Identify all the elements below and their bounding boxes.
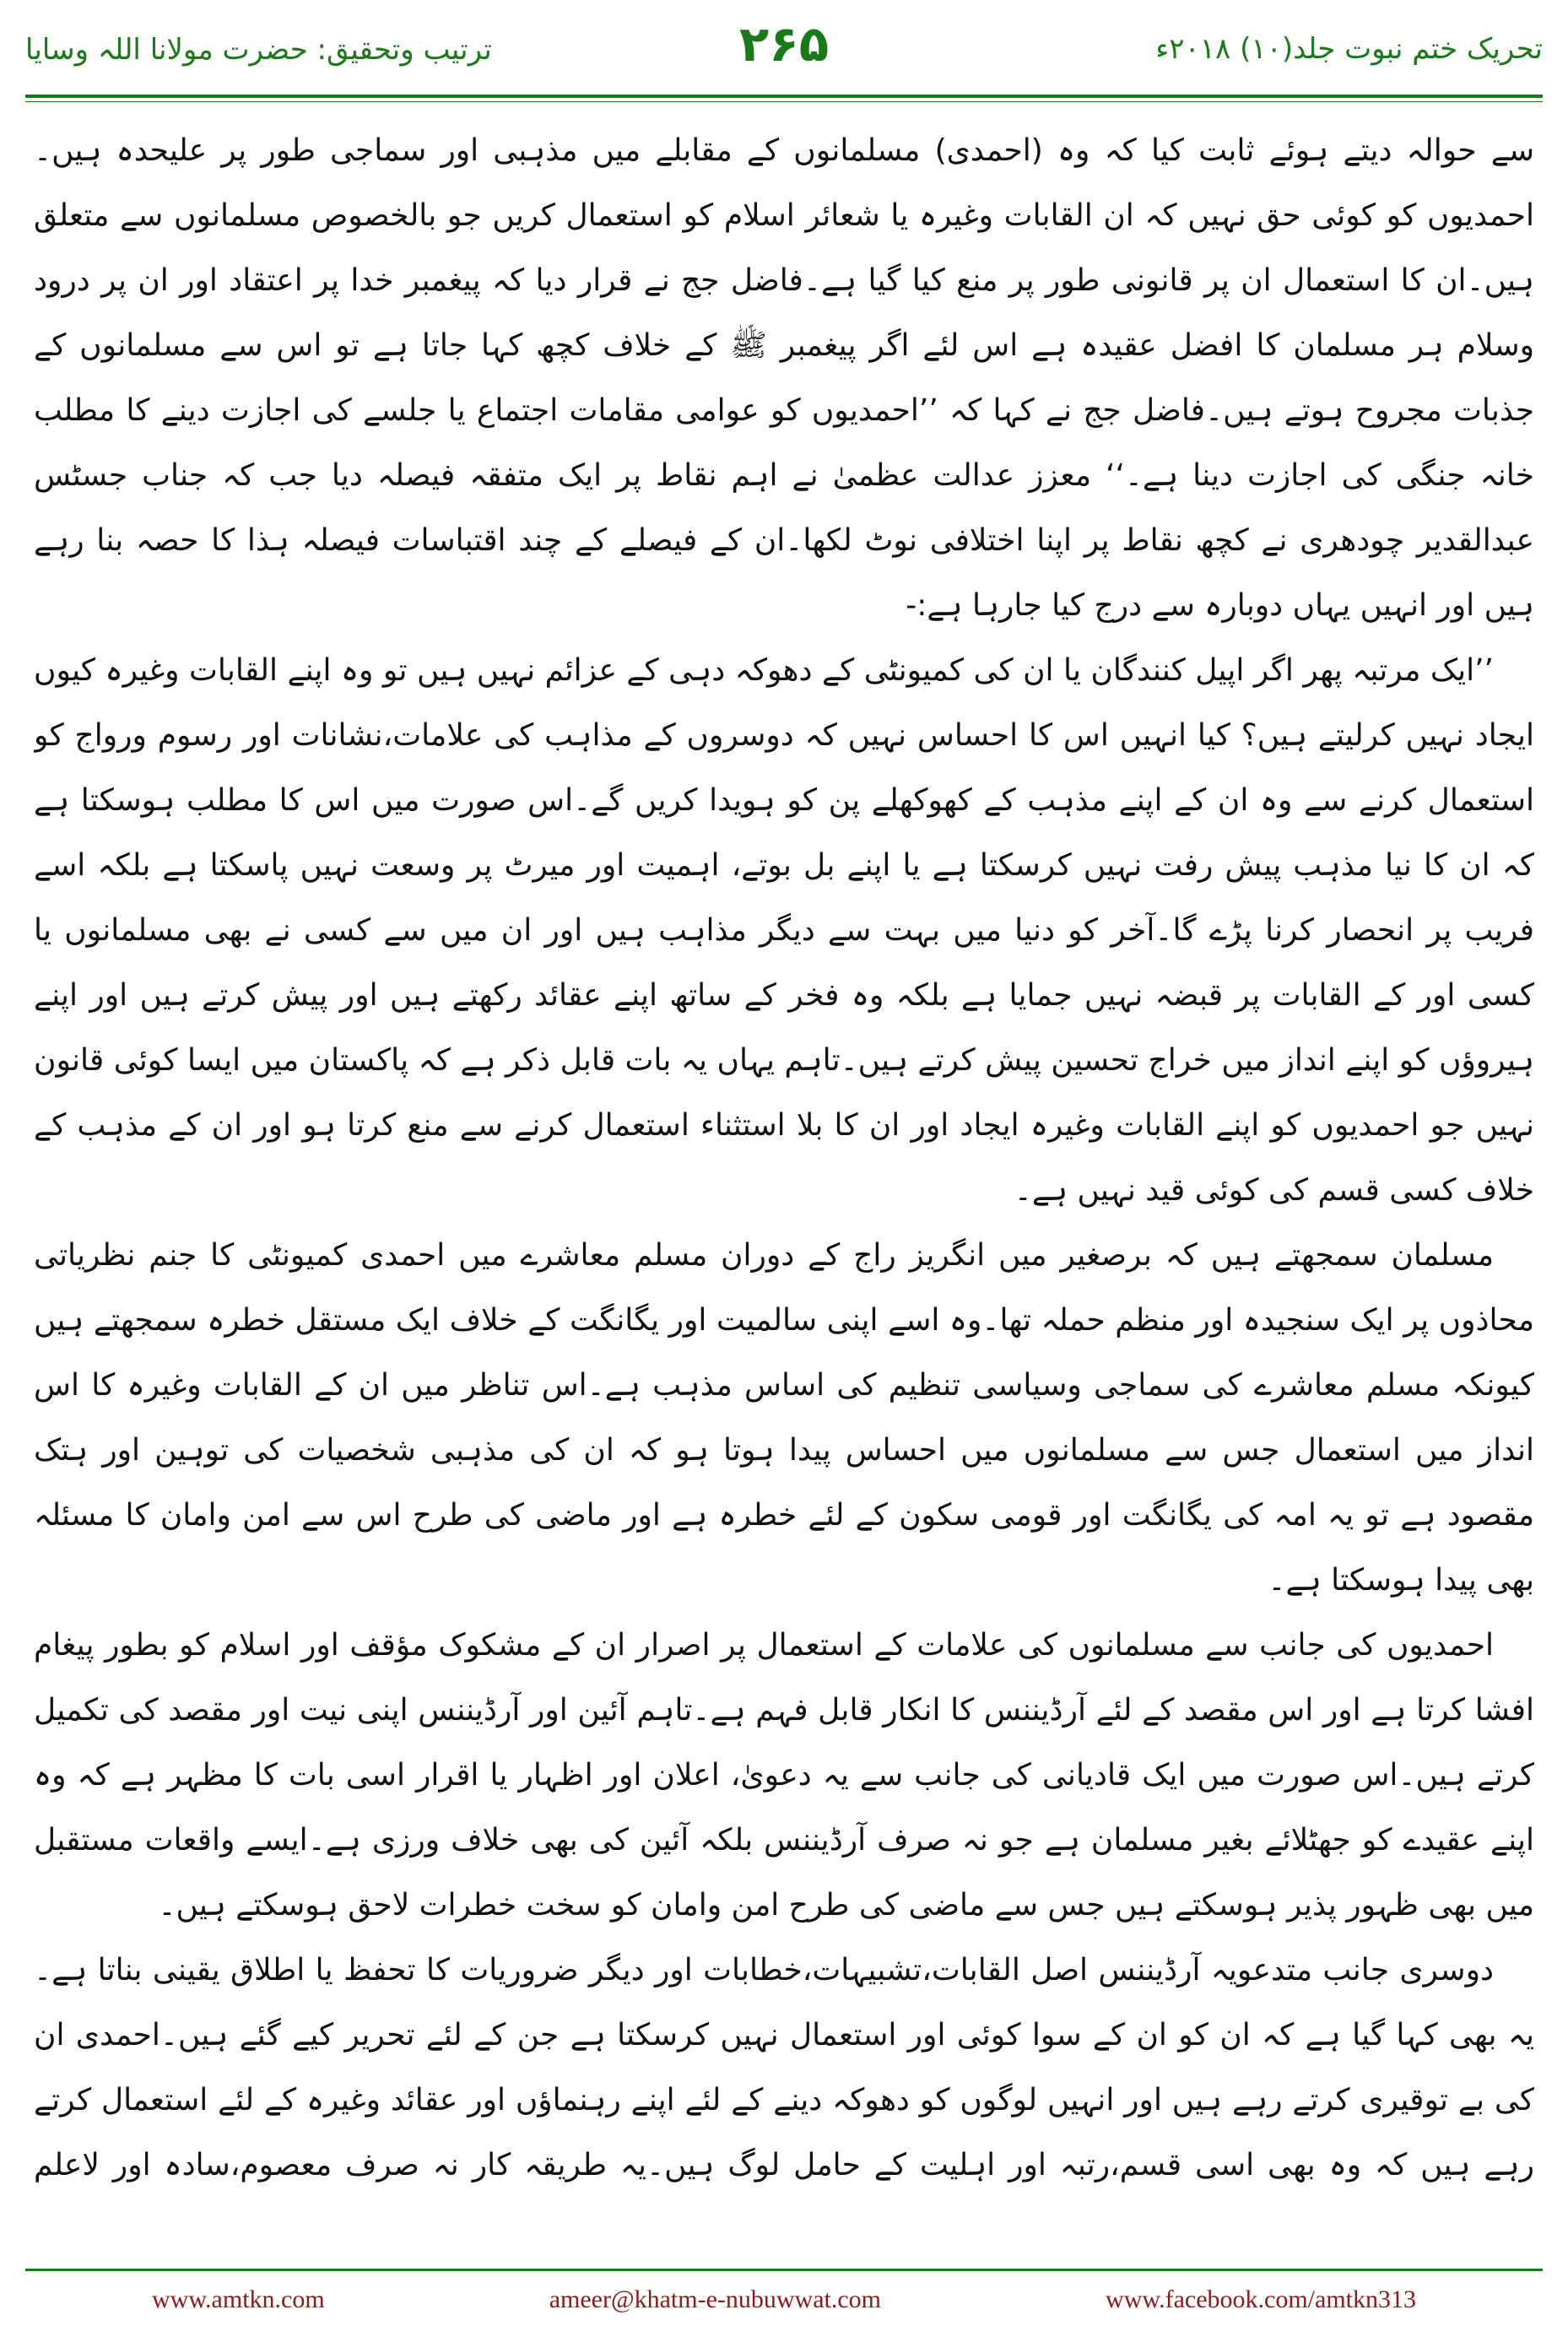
paragraph-4: احمدیوں کی جانب سے مسلمانوں کی علامات کے استعمال پر اصرار ان کے مشکوک مؤقف اور اسلام کو بطور پیغام افشا کرتا ہے اور اس مقصد کے لئے آرڈیننس کا انکار قابل فہم ہے۔تاہم آئین اور آرڈیننس اپنی نیت اور مقصد کی تکمیل کرتے ہیں۔اس صورت میں ایک قادیانی کی جانب سے یہ دعویٰ، اعلان اور اظہار یا اقرار اسی بات کا مظہر ہے کہ وہ اپنے عقیدے کو جھٹلائے بغیر مسلمان ہے جو نہ صرف آرڈیننس بلکہ آئین کی بھی خلاف ورزی ہے۔ایسے واقعات مستقبل میں بھی ظہور پذیر ہوسکتے ہیں جس سے ماضی کی طرح امن وامان کو سخت خطرات لاحق ہوسکتے ہیں۔	[34, 1628, 1534, 1923]
footer-website-link[interactable]: www.amtkn.com	[152, 2285, 325, 2313]
header-compiler: ترتیب وتحقیق: حضرت مولانا اللہ وسایا	[25, 32, 492, 67]
page-body	[34, 118, 1534, 2194]
paragraph-1: سے حوالہ دیتے ہوئے ثابت کیا کہ وہ (احمدی) مسلمانوں کے مقابلے میں مذہبی اور سماجی طور پر علیحدہ ہیں۔احمدیوں کو کوئی حق نہیں کہ ان القابات وغیرہ یا شعائر اسلام کو استعمال کریں جو بالخصوص مسلمانوں سے متعلق ہیں۔ان کا استعمال ان پر قانونی طور پر منع کیا گیا ہے۔فاضل جج نے قرار دیا کہ پیغمبر خدا پر اعتقاد اور ان پر درود وسلام ہر مسلمان کا افضل عقیدہ ہے اس لئے اگر پیغمبر ﷺ کے خلاف کچھ کہا جاتا ہے تو اس سے مسلمانوں کے جذبات مجروح ہوتے ہیں۔فاضل جج نے کہا کہ ’’احمدیوں کو عوامی مقامات اجتماع یا جلسے کی اجازت دینے کا مطلب خانہ جنگی کی اجازت دینا ہے۔‘‘ معزز عدالت عظمیٰ نے اہم نقاط پر ایک متفقہ فیصلہ دیا جب کہ جناب جسٹس عبدالقدیر چودھری نے کچھ نقاط پر اپنا اختلافی نوٹ لکھا۔ان کے فیصلے کے چند اقتباسات فیصلہ ہذا کا حصہ بنا رہے ہیں اور انہیں یہاں دوبارہ سے درج کیا جارہا ہے:-	[34, 133, 1534, 623]
page-number: ۲۶۵	[738, 15, 830, 73]
header-divider	[25, 95, 1543, 98]
header-divider-thin	[25, 101, 1543, 102]
header-book-title: تحریک ختم نبوت جلد(۱۰) ۲۰۱۸ء	[1155, 32, 1543, 66]
paragraph-quote: ’’ایک مرتبہ پھر اگر اپیل کنندگان یا ان کی کمیونٹی کے دھوکہ دہی کے عزائم نہیں ہیں تو وہ اپنے القابات وغیرہ کیوں ایجاد نہیں کرلیتے ہیں؟ کیا انہیں اس کا احساس نہیں کہ دوسروں کے مذاہب کی علامات،نشانات اور رسوم ورواج کو استعمال کرنے سے وہ ان کے اپنے مذہب کے کھوکھلے پن کو ہویدا کریں گے۔اس صورت میں اس کا مطلب ہوسکتا ہے کہ ان کا نیا مذہب پیش رفت نہیں کرسکتا ہے یا اپنے بل بوتے، اہمیت اور میرٹ پر وسعت نہیں پاسکتا ہے بلکہ اسے فریب پر انحصار کرنا پڑے گا۔آخر کو دنیا میں بہت سے دیگر مذاہب ہیں اور ان میں سے کسی نے بھی مسلمانوں یا کسی اور کے القابات پر قبضہ نہیں جمایا ہے بلکہ وہ فخر کے ساتھ اپنے عقائد رکھتے ہیں اور پیش کرتے ہیں اور اپنے ہیروؤں کو اپنے انداز میں خراج تحسین پیش کرتے ہیں۔تاہم یہاں یہ بات قابل ذکر ہے کہ پاکستان میں ایسا کوئی قانون نہیں جو احمدیوں کو اپنے القابات وغیرہ ایجاد اور ان کا بلا استثناء استعمال کرنے سے منع کرتا ہو اور ان کے مذہب کے خلاف کسی قسم کی کوئی قید نہیں ہے۔	[34, 653, 1534, 1208]
footer-divider	[25, 2269, 1543, 2271]
paragraph-3: مسلمان سمجھتے ہیں کہ برصغیر میں انگریز راج کے دوران مسلم معاشرے میں احمدی کمیونٹی کا جنم نظریاتی محاذوں پر ایک سنجیدہ اور منظم حملہ تھا۔وہ اسے اپنی سالمیت اور یگانگت کے خلاف ایک مستقل خطرہ سمجھتے ہیں کیونکہ مسلم معاشرے کی سماجی وسیاسی تنظیم کی اساس مذہب ہے۔اس تناظر میں ان کے القابات وغیرہ کا اس انداز میں استعمال جس سے مسلمانوں میں احساس پیدا ہوتا ہو کہ ان کی مذہبی شخصیات کی توہین اور ہتک مقصود ہے تو یہ امہ کی یگانگت اور قومی سکون کے لئے خطرہ ہے اور ماضی کی طرح اس سے امن وامان کا مسئلہ بھی پیدا ہوسکتا ہے۔	[34, 1238, 1534, 1598]
footer-facebook-link[interactable]: www.facebook.com/amtkn313	[1106, 2285, 1416, 2313]
footer-email-link[interactable]: ameer@khatm-e-nubuwwat.com	[549, 2285, 882, 2313]
page-header	[25, 15, 1543, 83]
page-footer	[152, 2279, 1416, 2321]
paragraph-5: دوسری جانب متدعویہ آرڈیننس اصل القابات،تشبیہات،خطابات اور دیگر ضروریات کا تحفظ یا اطلاق یقینی بناتا ہے۔یہ بھی کہا گیا ہے کہ ان کو ان کے سوا کوئی اور استعمال نہیں کرسکتا ہے جن کے لئے تحریر کیے گئے ہیں۔احمدی ان کی بے توقیری کرتے رہے ہیں اور انہیں لوگوں کو دھوکہ دینے کے لئے اپنے رہنماؤں اور عقائد وغیرہ کے لئے استعمال کرتے رہے ہیں کہ وہ بھی اسی قسم،رتبہ اور اہلیت کے حامل لوگ ہیں۔یہ طریقہ کار نہ صرف معصوم،سادہ اور لاعلم	[34, 1953, 1534, 2182]
